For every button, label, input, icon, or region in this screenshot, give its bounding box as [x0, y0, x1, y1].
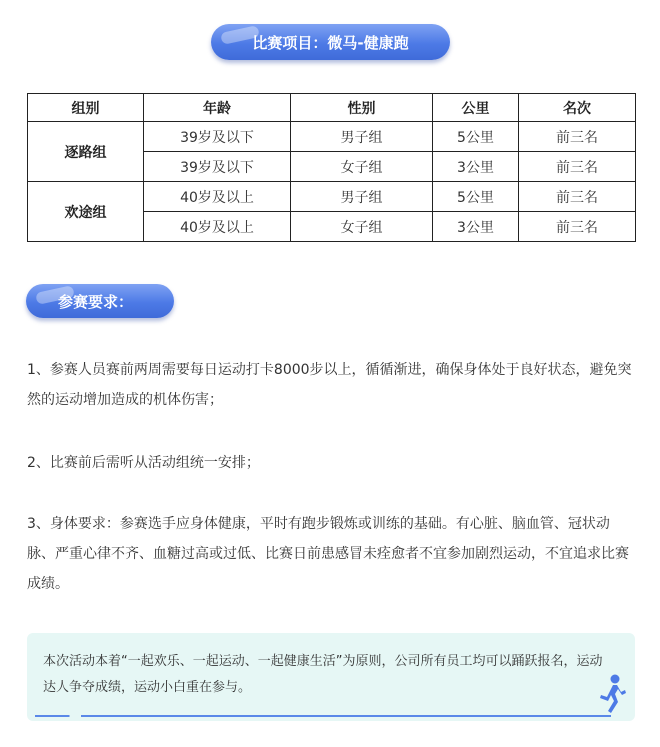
km-cell: 5公里	[433, 122, 519, 152]
requirement-item: 3、身体要求：参赛选手应身体健康，平时有跑步锻炼或训练的基础。有心脏、脑血管、冠状动脉、严重心律不齐、血糖过高或过低、比赛日前患感冒未痊愈者不宜参加剧烈运动，不宜追求比赛成绩。	[27, 516, 629, 592]
race-table	[27, 93, 636, 242]
column-header: 性别	[291, 94, 433, 122]
column-header: 名次	[519, 94, 636, 122]
rank-cell: 前三名	[519, 212, 636, 242]
title-banner	[211, 24, 450, 60]
requirements-title: 参赛要求：	[58, 292, 134, 311]
note-box	[27, 633, 635, 721]
gender-cell: 男子组	[291, 182, 433, 212]
km-cell: 3公里	[433, 152, 519, 182]
table-header-row	[28, 94, 636, 122]
rank-cell: 前三名	[519, 122, 636, 152]
table-row	[28, 182, 636, 212]
age-cell: 40岁及以上	[144, 212, 291, 242]
page-title: 比赛项目：微马-健康跑	[252, 33, 409, 52]
runner-icon	[595, 673, 627, 719]
requirement-item: 2、比赛前后需听从活动组统一安排；	[27, 455, 260, 471]
gender-cell: 女子组	[291, 152, 433, 182]
km-cell: 3公里	[433, 212, 519, 242]
rank-cell: 前三名	[519, 152, 636, 182]
note-divider	[35, 715, 611, 717]
note-text: 本次活动本着“一起欢乐、一起运动、一起健康生活”为原则，公司所有员工均可以踊跃报名，运动达人争夺成绩，运动小白重在参与。	[43, 654, 603, 695]
age-cell: 39岁及以下	[144, 122, 291, 152]
requirements-banner	[26, 284, 174, 318]
rank-cell: 前三名	[519, 182, 636, 212]
age-cell: 39岁及以下	[144, 152, 291, 182]
km-cell: 5公里	[433, 182, 519, 212]
group-name: 欢途组	[28, 182, 144, 242]
group-name: 逐路组	[28, 122, 144, 182]
column-header: 公里	[433, 94, 519, 122]
age-cell: 40岁及以上	[144, 182, 291, 212]
table-row	[28, 122, 636, 152]
column-header: 组别	[28, 94, 144, 122]
requirement-item: 1、参赛人员赛前两周需要每日运动打卡8000步以上，循循渐进，确保身体处于良好状态，避免突然的运动增加造成的机体伤害；	[27, 362, 632, 408]
column-header: 年龄	[144, 94, 291, 122]
gender-cell: 女子组	[291, 212, 433, 242]
gender-cell: 男子组	[291, 122, 433, 152]
